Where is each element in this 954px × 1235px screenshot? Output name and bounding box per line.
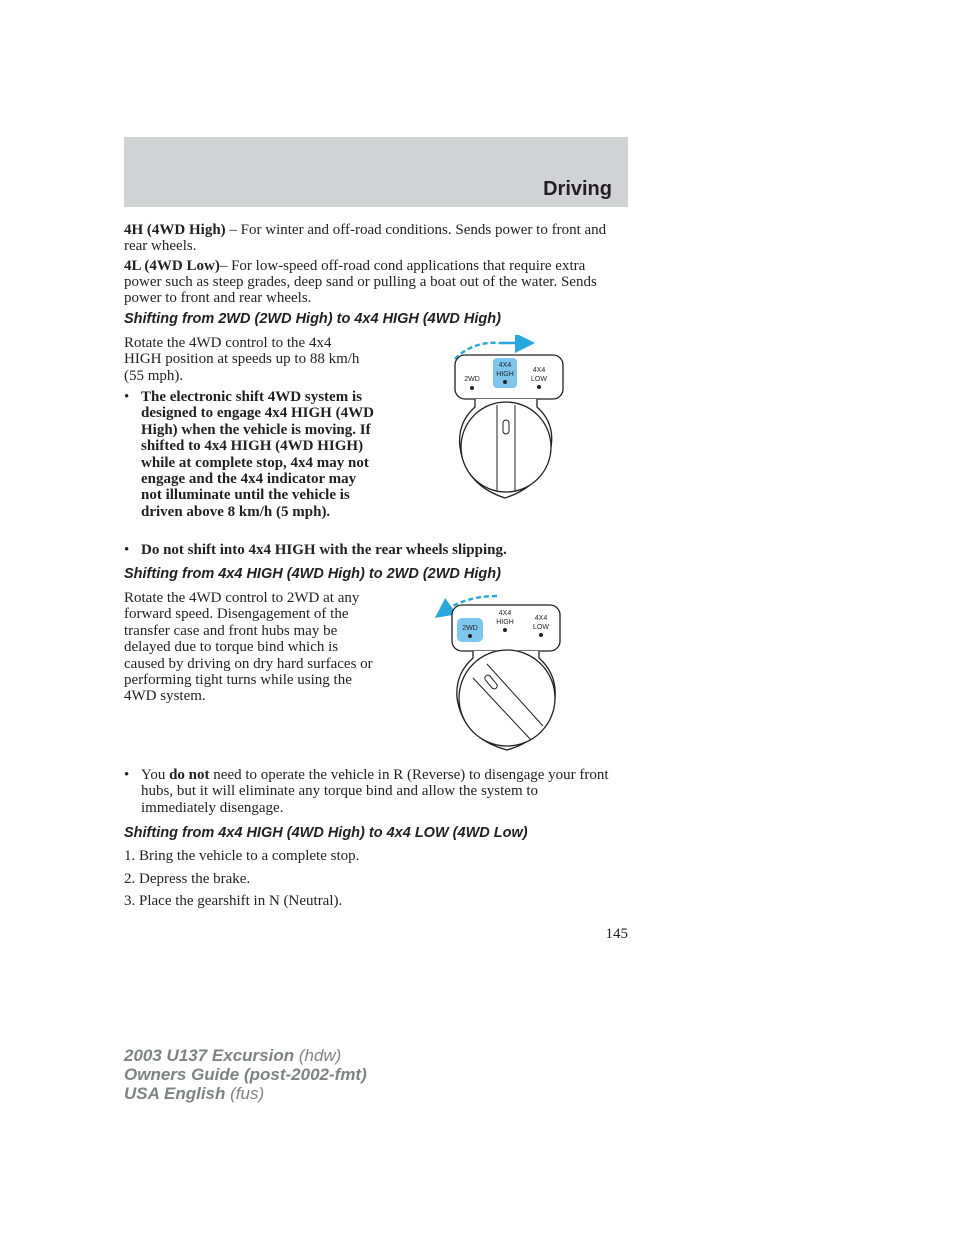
step-1: 1. Bring the vehicle to a complete stop. <box>124 848 360 864</box>
label-4x4-low-top: 4X4 <box>534 615 548 622</box>
bullet-dot: • <box>124 542 130 558</box>
label-4x4-low-bottom: LOW <box>533 624 549 631</box>
label-2wd: 2WD <box>462 625 478 632</box>
label-4x4-high-top: 4X4 <box>498 610 512 617</box>
figure-4wd-control-2wd <box>435 590 570 755</box>
footer-model: 2003 U137 Excursion <box>124 1046 295 1065</box>
section2-heading: Shifting from 4x4 HIGH (4WD High) to 2WD (2WD High) <box>124 566 501 582</box>
section2-bullet <box>124 767 612 816</box>
section1-bullet-1-text: The electronic shift 4WD system is designed to engage 4x4 HIGH (4WD High) when the vehicle is moving. If shifted to 4x4 HIGH (4WD HIGH) while at complete stop, 4x4 may not engage and the 4x4 indicator may not illuminate until the vehicle is driven above 8 km/h (5 mph). <box>141 389 374 520</box>
label-4x4-high-top: 4X4 <box>498 362 512 369</box>
4wd-dial-illustration-2wd <box>435 590 570 755</box>
footer-model-code: (hdw) <box>294 1046 342 1065</box>
section1-intro: Rotate the 4WD control to the 4x4 HIGH position at speeds up to 88 km/h (55 mph). <box>124 335 360 384</box>
bullet-dot: • <box>124 767 130 783</box>
section-title: Driving <box>543 178 612 200</box>
bullet-dot: • <box>124 389 130 405</box>
section1-bullet-2-text: Do not shift into 4x4 HIGH with the rear wheels slipping. <box>141 542 507 558</box>
mode-4h-desc: – For winter and off-road conditions. Sends power to front and rear wheels. <box>124 222 607 254</box>
section3-heading: Shifting from 4x4 HIGH (4WD High) to 4x4 LOW (4WD Low) <box>124 825 528 841</box>
step-3: 3. Place the gearshift in N (Neutral). <box>124 893 343 909</box>
footer-language-code: (fus) <box>225 1084 265 1103</box>
mode-4h-term: 4H (4WD High) <box>124 222 226 238</box>
4wd-dial-illustration-high <box>445 335 575 505</box>
section1-heading: Shifting from 2WD (2WD High) to 4x4 HIGH (4WD High) <box>124 311 501 327</box>
label-4x4-high-bottom: HIGH <box>496 371 514 378</box>
document-footer <box>124 1046 367 1103</box>
mode-4l-paragraph <box>124 258 626 306</box>
label-4x4-low-bottom: LOW <box>531 376 547 383</box>
footer-language: USA English <box>124 1084 226 1103</box>
bullet-emphasis: do not <box>169 767 210 783</box>
label-4x4-low-top: 4X4 <box>532 367 546 374</box>
figure-4wd-control-high <box>445 335 575 505</box>
section-header-band <box>124 137 628 207</box>
section2-intro: Rotate the 4WD control to 2WD at any forward speed. Disengagement of the transfer case and front hubs may be delayed due to torque bind which is caused by driving on dry hard surfaces or performing tight turns while using the 4WD system. <box>124 590 373 705</box>
footer-guide: Owners Guide (post-2002-fmt) <box>124 1065 367 1084</box>
section1-bullet-2 <box>124 542 609 558</box>
step-2: 2. Depress the brake. <box>124 871 251 887</box>
mode-4l-desc: – For low-speed off-road cond applications that require extra power such as steep grades, deep sand or pulling a boat out of the water. Sends power to front and rear wheels. <box>124 258 597 306</box>
bullet-suffix: need to operate the vehicle in R (Reverse) to disengage your front hubs, but it will eliminate any torque bind and allow the system to immediately disengage. <box>141 767 609 816</box>
bullet-prefix: You <box>141 767 170 783</box>
mode-4l-term: 4L (4WD Low) <box>124 258 220 274</box>
control-knob <box>459 650 555 746</box>
control-knob <box>461 402 551 492</box>
page-number: 145 <box>605 926 628 942</box>
mode-4h-paragraph <box>124 222 624 254</box>
section2-bullet-text <box>141 767 612 816</box>
label-2wd: 2WD <box>464 376 480 383</box>
label-4x4-high-bottom: HIGH <box>496 619 514 626</box>
